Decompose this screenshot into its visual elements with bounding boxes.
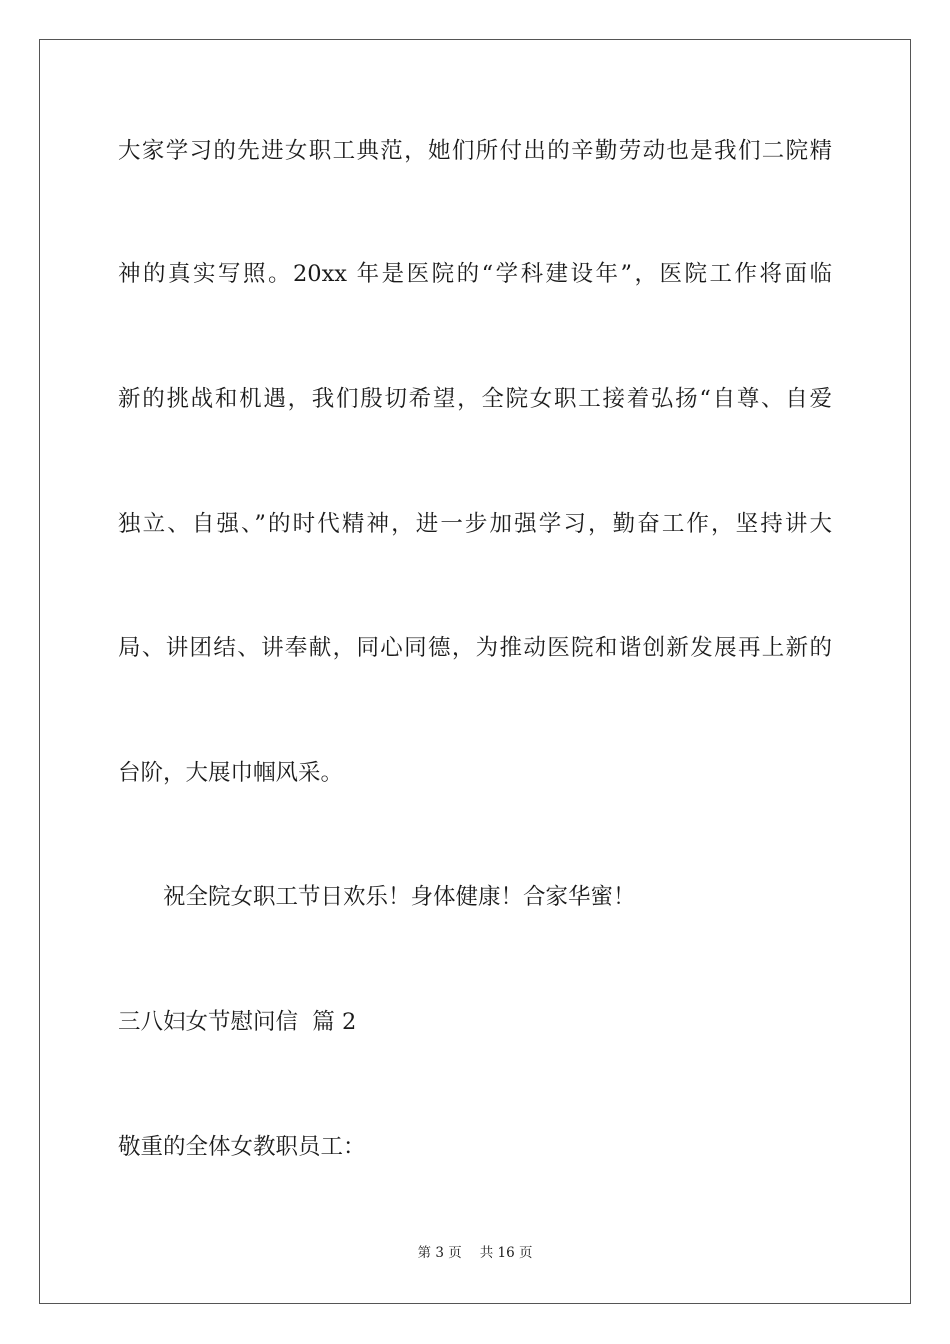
body-text-line-1: 大家学习的先进女职工典范，她们所付出的辛勤劳动也是我们二院精: [118, 138, 832, 164]
total-pages: 共 16 页: [479, 1245, 533, 1261]
section-title: 三八妇女节慰问信 篇 2: [118, 1009, 357, 1035]
body-text-line-5: 局、讲团结、讲奉献，同心同德，为推动医院和谐创新发展再上新的: [118, 635, 832, 661]
page-number: 第 3 页: [417, 1245, 462, 1261]
body-text-line-4: 独立、自强、”的时代精神，进一步加强学习，勤奋工作，坚持讲大: [118, 511, 832, 537]
page-border: [39, 39, 911, 1304]
body-text-line-2: 神的真实写照。20xx 年是医院的“学科建设年”，医院工作将面临: [118, 261, 832, 287]
salutation-line: 敬重的全体女教职员工：: [118, 1134, 366, 1160]
body-text-line-3: 新的挑战和机遇，我们殷切希望，全院女职工接着弘扬“自尊、自爱: [118, 386, 832, 412]
body-text-line-6: 台阶，大展巾帼风采。: [118, 760, 344, 786]
page-footer: [0, 1244, 950, 1262]
greeting-line: 祝全院女职工节日欢乐！身体健康！合家华蜜！: [163, 884, 636, 910]
